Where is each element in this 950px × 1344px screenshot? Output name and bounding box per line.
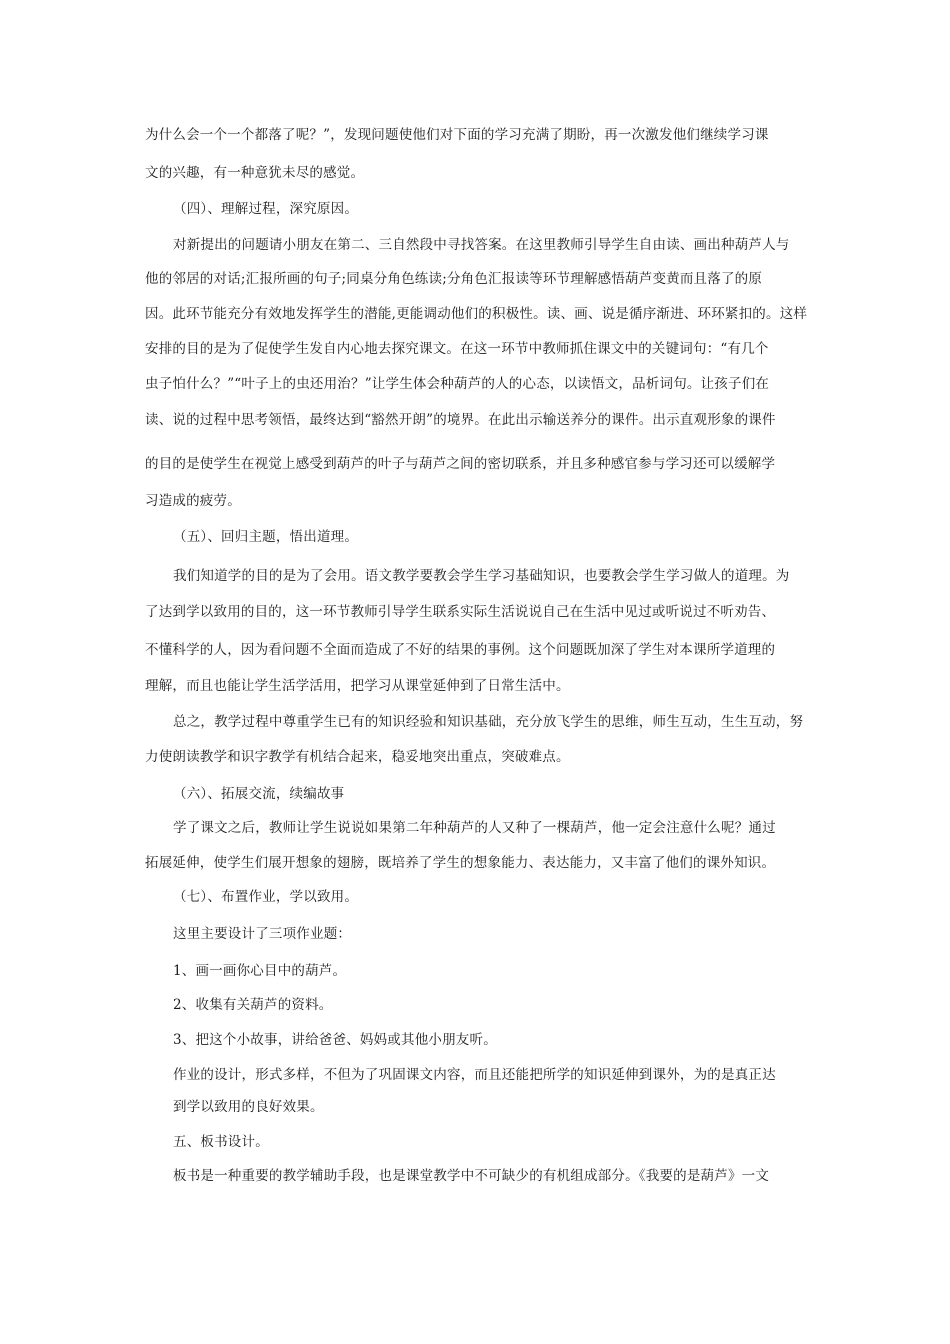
paragraph-line: 不懂科学的人，因为看问题不全面而造成了不好的结果的事例。这个问题既加深了学生对本课所学道理的 (145, 642, 776, 658)
paragraph-line: 为什么会一个一个都落了呢？”，发现问题使他们对下面的学习充满了期盼，再一次激发他们继续学习课 (145, 127, 769, 143)
paragraph-line: 力使朗读教学和识字教学有机结合起来，稳妥地突出重点，突破难点。 (145, 749, 570, 765)
paragraph-line: 他的邻居的对话;汇报所画的句子;同桌分角色练读;分角色汇报读等环节理解感悟葫芦变黄而且落了的原 (145, 271, 763, 287)
paragraph-line: 文的兴趣，有一种意犹未尽的感觉。 (145, 165, 365, 181)
paragraph-line: 读、说的过程中思考领悟，最终达到“豁然开朗”的境界。在此出示输送养分的课件。出示直观形象的课件 (145, 412, 776, 428)
paragraph-line: 总之，教学过程中尊重学生已有的知识经验和知识基础，充分放飞学生的思维，师生互动，生生互动，努 (173, 714, 804, 730)
section-heading: 五、板书设计。 (173, 1134, 269, 1150)
paragraph-line: 学了课文之后，教师让学生说说如果第二年种葫芦的人又种了一棵葫芦，他一定会注意什么呢？通过 (173, 820, 776, 836)
section-heading: （四）、理解过程，深究原因。 (173, 201, 359, 217)
paragraph-line: 到学以致用的良好效果。 (173, 1099, 324, 1115)
paragraph-line: 的目的是使学生在视觉上感受到葫芦的叶子与葫芦之间的密切联系，并且多种感官参与学习还可以缓解学 (145, 456, 776, 472)
section-heading: （五）、回归主题，悟出道理。 (173, 529, 359, 545)
paragraph-line: 习造成的疲劳。 (145, 493, 241, 509)
paragraph-line: 作业的设计，形式多样，不但为了巩固课文内容，而且还能把所学的知识延伸到课外，为的是真正达 (173, 1067, 776, 1083)
paragraph-line: 了达到学以致用的目的，这一环节教师引导学生联系实际生活说说自己在生活中见过或听说过不听劝告、 (145, 604, 776, 620)
paragraph-line: 因。此环节能充分有效地发挥学生的潜能,更能调动他们的积极性。读、画、说是循序渐进、环环紧扣的。这样 (145, 306, 808, 322)
list-item: 1、画一画你心目中的葫芦。 (173, 963, 347, 979)
list-item: 2、收集有关葫芦的资料。 (173, 997, 333, 1013)
paragraph-line: 理解，而且也能让学生活学活用，把学习从课堂延伸到了日常生活中。 (145, 678, 570, 694)
paragraph-line: 拓展延伸，使学生们展开想象的翅膀，既培养了学生的想象能力、表达能力，又丰富了他们的课外知识。 (145, 855, 776, 871)
list-item: 3、把这个小故事，讲给爸爸、妈妈或其他小朋友听。 (173, 1032, 497, 1048)
paragraph-line: 这里主要设计了三项作业题： (173, 926, 352, 942)
paragraph-line: 安排的目的是为了促使学生发自内心地去探究课文。在这一环节中教师抓住课文中的关键词句：“有几个 (145, 341, 769, 357)
paragraph-line: 虫子怕什么？”“叶子上的虫还用治？”让学生体会种葫芦的人的心态，以读悟文，品析词句。让孩子们在 (145, 376, 770, 392)
paragraph-line: 对新提出的问题请小朋友在第二、三自然段中寻找答案。在这里教师引导学生自由读、画出种葫芦人与 (173, 237, 790, 253)
paragraph-line: 板书是一种重要的教学辅助手段，也是课堂教学中不可缺少的有机组成部分。《我要的是葫芦》一文 (173, 1168, 770, 1184)
paragraph-line: 我们知道学的目的是为了会用。语文教学要教会学生学习基础知识，也要教会学生学习做人的道理。为 (173, 568, 790, 584)
section-heading: （六）、拓展交流，续编故事 (173, 786, 345, 802)
section-heading: （七）、布置作业，学以致用。 (173, 889, 359, 905)
